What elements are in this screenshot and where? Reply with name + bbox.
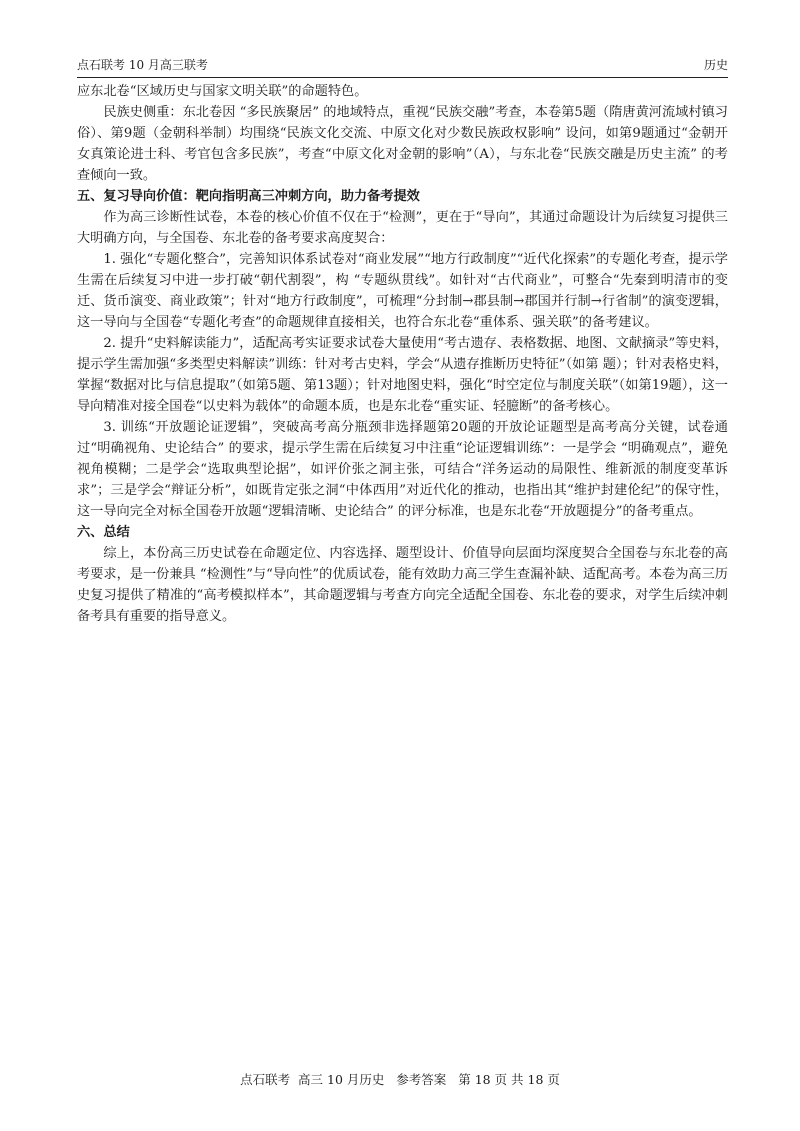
paragraph-point-1: 1. 强化“专题化整合”，完善知识体系试卷对“商业发展”“地方行政制度”“近代化探索”的专题化考查，提示学生需在后续复习中进一步打破“朝代割裂”，构 “专题纵贯线”。如针对“古代商业”，可整合“先秦到明清市的变迁、货币演变、商业政策”；针对“地方行政制度”，可梳理“分封制→郡县制→郡国并行制→行省制”的演变逻辑，这一导向与全国卷“专题化考查”的命题规律直接相关，也符合东北卷“重体系、强关联”的备考建议。 bbox=[77, 252, 728, 330]
section-heading-summary: 六、总结 bbox=[77, 525, 130, 540]
paragraph-ethnic-history: 民族史侧重：东北卷因 “多民族聚居” 的地域特点，重视“民族交融”考查，本卷第5题（隋唐黄河流域村镇习俗）、第9题（金朝科举制）均围绕“民族文化交流、中原文化对少数民族政权影响” 设问，如第9题通过“金朝开女真策论进士科、考官包含多民族”，考查“中原文化对金朝的影响”（A），与东北卷“民族交融是历史主流” 的考查倾向一致。 bbox=[77, 105, 728, 183]
section-heading-review-guidance: 五、复习导向价值：靶向指明高三冲刺方向，助力备考提效 bbox=[77, 189, 420, 204]
paragraph-summary: 综上，本份高三历史试卷在命题定位、内容选择、题型设计、价值导向层面均深度契合全国卷与东北卷的高考要求，是一份兼具 “检测性”与“导向性”的优质试卷，能有效助力高三学生查漏补缺、适配高考。本卷为高三历史复习提供了精准的“高考模拟样本”，其命题逻辑与考查方向完全适配全国卷、东北卷的要求，对学生后续冲刺备考具有重要的指导意义。 bbox=[77, 546, 728, 624]
page-header bbox=[77, 57, 728, 78]
paragraph-point-3: 3. 训练“开放题论证逻辑”，突破高考高分瓶颈非选择题第20题的开放论证题型是高考高分关键，试卷通过“明确视角、史论结合” 的要求，提示学生需在后续复习中注重“论证逻辑训练”：一是学会 “明确观点”，避免视角模糊；二是学会“选取典型论据”，如评价张之洞主张，可结合“洋务运动的局限性、维新派的制度变革诉求”；三是学会“辩证分析”，如既肯定张之洞“中体西用”对近代化的推动，也指出其“维护封建伦纪”的保守性，这一导向完全对标全国卷开放题“逻辑清晰、史论结合” 的评分标准，也是东北卷“开放题提分”的备考重点。 bbox=[77, 420, 728, 519]
page-footer: 点石联考 高三 10 月历史 参考答案 第 18 页 共 18 页 bbox=[240, 1072, 560, 1087]
header-exam-title: 点石联考 10 月高三联考 bbox=[77, 58, 208, 72]
document-body bbox=[77, 81, 728, 627]
paragraph-point-2: 2. 提升“史料解读能力”，适配高考实证要求试卷大量使用“考古遗存、表格数据、地图、文献摘录”等史料，提示学生需加强“多类型史料解读”训练：针对考古史料，学会“从遗存推断历史特征”（如第 题）；针对表格史料，掌握“数据对比与信息提取”（如第5题、第13题）；针对地图史料，强化“时空定位与制度关联”（如第19题），这一导向精准对接全国卷“以史料为载体”的命题本质，也是东北卷“重实证、轻臆断”的备考核心。 bbox=[77, 336, 728, 414]
paragraph-continuation: 应东北卷“区域历史与国家文明关联”的命题特色。 bbox=[77, 84, 368, 99]
paragraph-diagnostic-value: 作为高三诊断性试卷，本卷的核心价值不仅在于“检测”，更在于“导向”，其通过命题设计为后续复习提供三大明确方向，与全国卷、东北卷的备考要求高度契合： bbox=[77, 210, 728, 246]
header-subject: 历史 bbox=[703, 58, 728, 72]
